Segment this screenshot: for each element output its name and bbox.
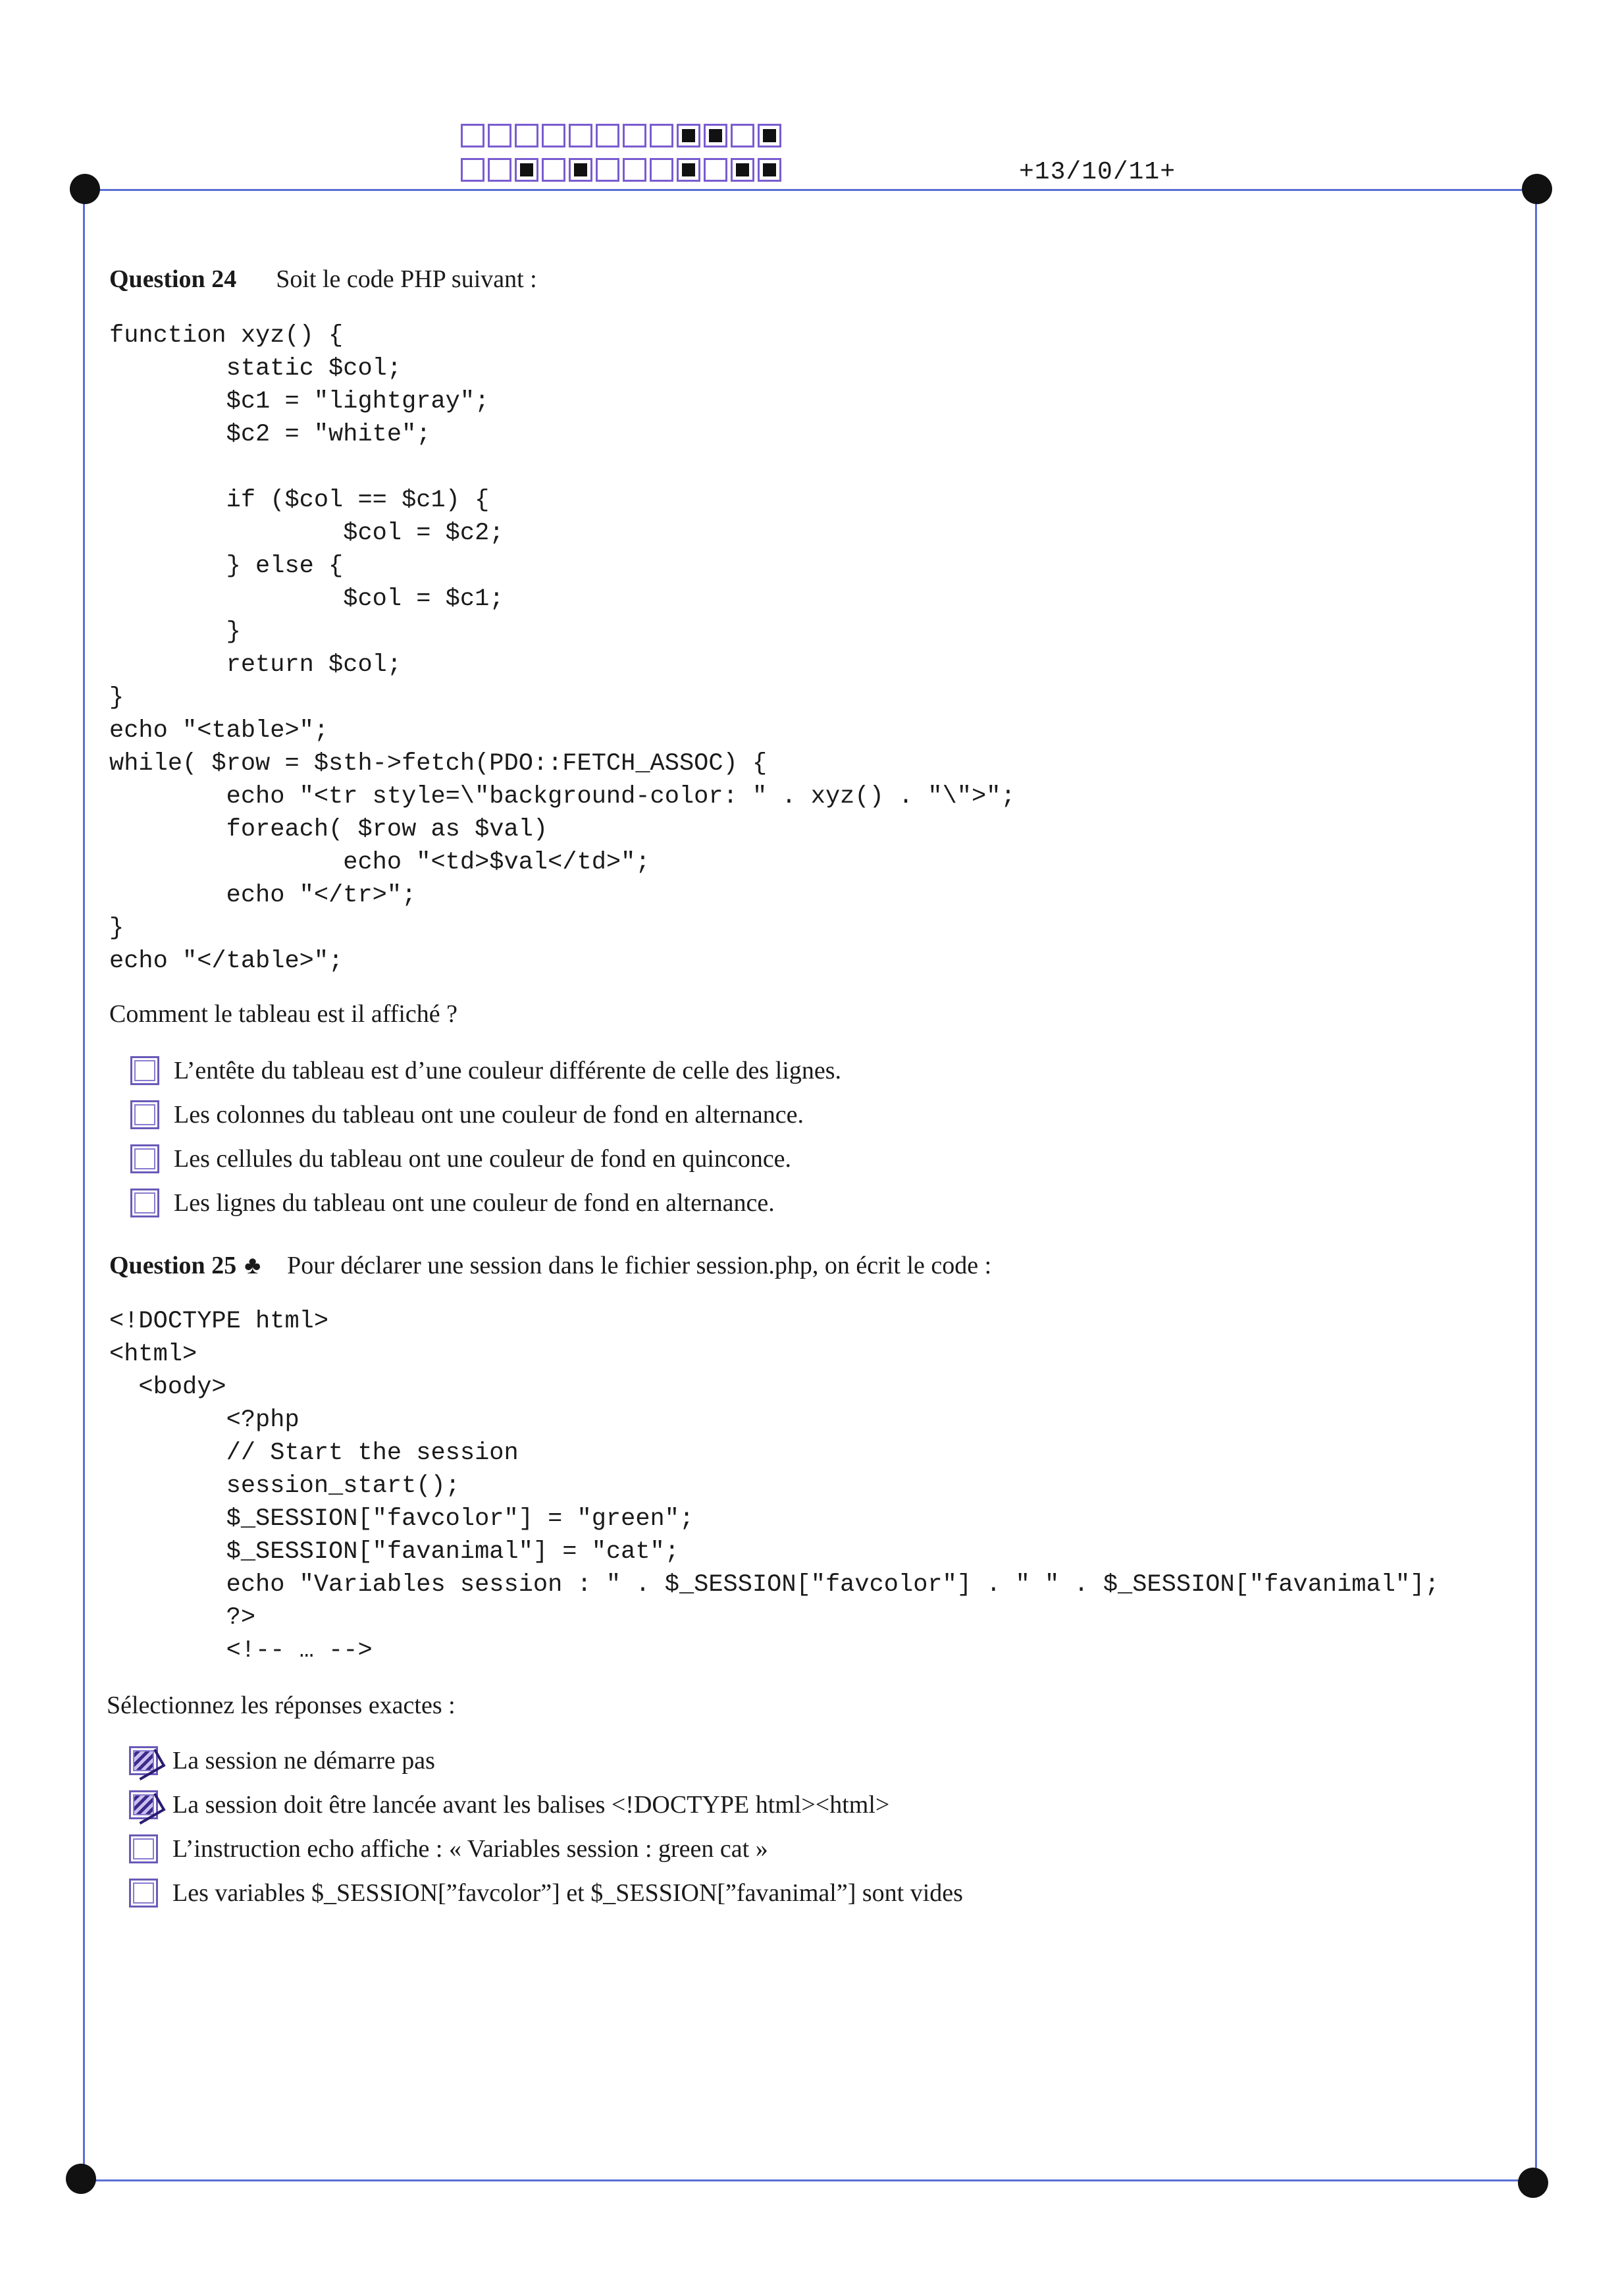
club-icon: ♣ xyxy=(244,1252,261,1279)
barcode-cell xyxy=(677,124,700,147)
barcode-cell xyxy=(758,124,781,147)
frame-top-line xyxy=(86,189,1539,191)
answer-text: La session ne démarre pas xyxy=(172,1746,435,1775)
question-24-prompt: Comment le tableau est il affiché ? xyxy=(109,1000,457,1028)
checkbox[interactable] xyxy=(130,1188,159,1217)
corner-mark-bottom-right xyxy=(1518,2168,1548,2198)
question-24-code: function xyz() { static $col; $c1 = "lightgray"; $c2 = "white"; if ($col == $c1) { $col = $c2; } else { $col = $c1; } return $col; } echo "<table>"; while( $row = $sth->fetch(PDO::FETCH_ASSOC) { echo "<tr style=\"background-color: " . xyz() . "\">"; foreach( $row as $val) echo "<td>$val</td>"; echo "</tr>"; } echo "</table>"; xyxy=(109,322,1016,975)
barcode-cell xyxy=(596,158,619,182)
barcode-cell xyxy=(758,158,781,182)
answer-text: Les cellules du tableau ont une couleur de fond en quinconce. xyxy=(174,1144,792,1173)
barcode-cell xyxy=(650,124,673,147)
answer-option xyxy=(129,1738,963,1782)
barcode-cell xyxy=(569,124,592,147)
barcode-row-2 xyxy=(461,158,781,182)
question-25-text: Pour déclarer une session dans le fichier session.php, on écrit le code : xyxy=(287,1252,992,1279)
question-24-heading xyxy=(109,265,537,294)
barcode-cell xyxy=(461,158,484,182)
barcode-cell xyxy=(650,158,673,182)
frame-left-line xyxy=(83,189,85,2181)
checkbox[interactable] xyxy=(130,1144,159,1173)
frame-bottom-line xyxy=(79,2179,1534,2181)
checkbox[interactable] xyxy=(130,1100,159,1129)
answer-text: Les lignes du tableau ont une couleur de fond en alternance. xyxy=(174,1188,775,1217)
answer-text: Les colonnes du tableau ont une couleur de fond en alternance. xyxy=(174,1100,804,1129)
checkbox[interactable] xyxy=(130,1056,159,1085)
question-24-text: Soit le code PHP suivant : xyxy=(276,265,537,293)
barcode-cell xyxy=(461,124,484,147)
answer-text: L’instruction echo affiche : « Variables session : green cat » xyxy=(172,1834,768,1863)
answer-option xyxy=(130,1181,841,1225)
barcode-cell xyxy=(704,158,727,182)
barcode-cell xyxy=(515,124,538,147)
barcode-row-1 xyxy=(461,124,781,147)
barcode-cell xyxy=(704,124,727,147)
barcode-cell xyxy=(623,158,646,182)
answer-option xyxy=(129,1871,963,1915)
question-25-code: <!DOCTYPE html> <html> <body> <?php // Start the session session_start(); $_SESSION["favcolor"] = "green"; $_SESSION["favanimal"] = "cat"; echo "Variables session : " . $_SESSION["favcolor"] . " " . $_SESSION["favanimal"]; ?> <!-- … --> xyxy=(109,1308,1440,1665)
checkbox[interactable] xyxy=(129,1834,158,1863)
barcode-cell xyxy=(569,158,592,182)
corner-mark-top-left xyxy=(70,174,100,204)
checkbox[interactable] xyxy=(129,1746,158,1775)
answer-text: L’entête du tableau est d’une couleur différente de celle des lignes. xyxy=(174,1056,841,1084)
barcode-cell xyxy=(623,124,646,147)
barcode-cell xyxy=(488,124,511,147)
frame-right-line xyxy=(1535,189,1537,2181)
barcode-cell xyxy=(542,158,565,182)
answer-text: Les variables $_SESSION[”favcolor”] et $_SESSION[”favanimal”] sont vides xyxy=(172,1879,963,1907)
barcode-cell xyxy=(731,124,754,147)
question-24-answers xyxy=(130,1048,841,1225)
answer-option xyxy=(129,1782,963,1827)
checkbox[interactable] xyxy=(129,1790,158,1819)
answer-option xyxy=(130,1136,841,1181)
page-id: +13/10/11+ xyxy=(1019,158,1176,186)
barcode-cell xyxy=(596,124,619,147)
barcode-cell xyxy=(515,158,538,182)
barcode-cell xyxy=(488,158,511,182)
corner-mark-bottom-left xyxy=(66,2164,96,2194)
question-25-label: Question 25 xyxy=(109,1252,237,1279)
question-24-label: Question 24 xyxy=(109,265,237,293)
answer-option xyxy=(130,1092,841,1136)
question-25-prompt: Sélectionnez les réponses exactes : xyxy=(107,1692,456,1719)
barcode-cell xyxy=(677,158,700,182)
answer-option xyxy=(129,1827,963,1871)
answer-option xyxy=(130,1048,841,1092)
answer-text: La session doit être lancée avant les balises <!DOCTYPE html><html> xyxy=(172,1790,890,1819)
corner-mark-top-right xyxy=(1522,174,1552,204)
barcode-cell xyxy=(542,124,565,147)
barcode-cell xyxy=(731,158,754,182)
question-25-heading xyxy=(109,1251,991,1280)
checkbox[interactable] xyxy=(129,1879,158,1908)
question-25-answers xyxy=(129,1738,963,1915)
